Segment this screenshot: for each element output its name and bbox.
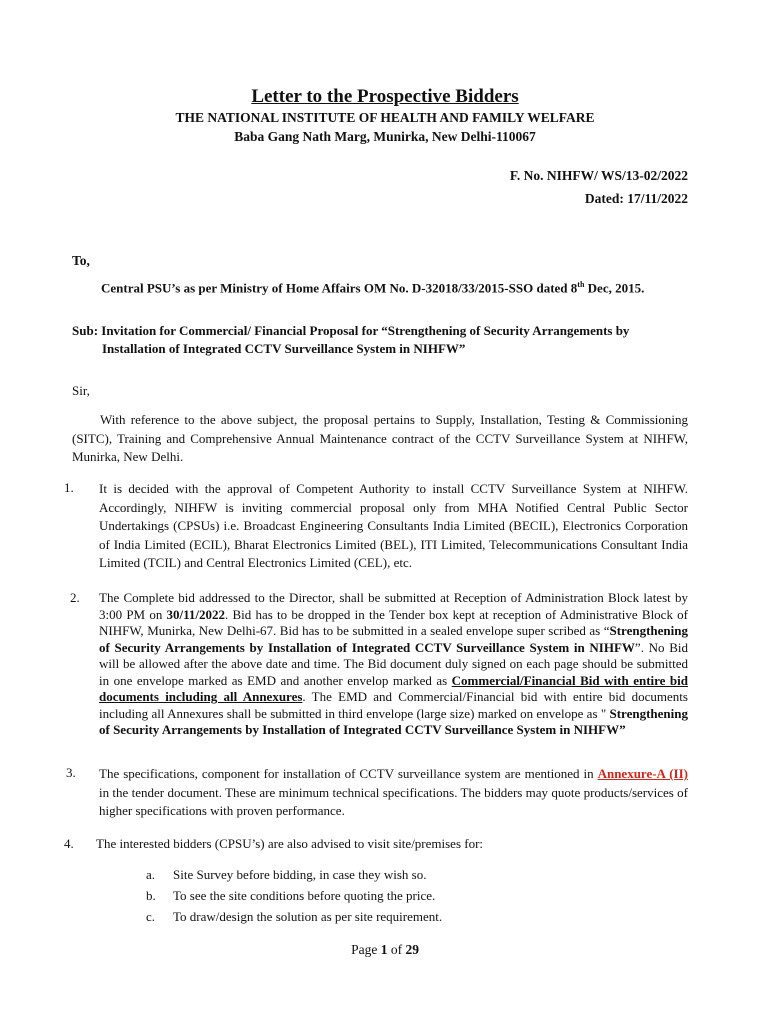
list-item (146, 864, 442, 885)
subject-line-2: Installation of Integrated CCTV Surveillance System in NIHFW” (102, 341, 466, 356)
list-item-text: To draw/design the solution as per site requirement. (173, 909, 443, 924)
recipient-superscript: th (577, 280, 585, 289)
point-2-text-d: . The EMD and Commercial/Financial bid with entire bid documents including all Annexures shall be submitted in third envelope (large size) marked on envelope as " (99, 689, 688, 721)
recipient-text-end: Dec, 2015. (584, 280, 645, 296)
point-2-text-c: ”. No Bid will be allowed after the above date and time. The Bid document duly signed on each page should be submitted in one envelope marked as EMD and another envelop marked as (99, 639, 688, 688)
point-number-3: 3. (66, 765, 76, 780)
subject-block (72, 322, 688, 358)
annexure-link[interactable]: Annexure-A (II) (597, 766, 688, 781)
intro-paragraph: With reference to the above subject, the proposal pertains to Supply, Installation, Testing & Commissioning (SITC), Training and Comprehensive Annual Maintenance contract of the CCTV Surveillance System at NIHFW, Munirka, New Delhi. (72, 412, 688, 465)
subject-line-1: Sub: Invitation for Commercial/ Financial Proposal for “Strengthening of Security Arrangements by (72, 323, 630, 338)
footer-of: of (387, 942, 406, 957)
list-letter: a. (146, 867, 156, 882)
point-2-text-b: . Bid has to be dropped in the Tender box kept at reception of Administrative Block of NIHFW, Munirka, New Delhi-67. Bid has to be submitted in a sealed envelope super scribed as “ (99, 606, 688, 638)
recipient-line (101, 280, 644, 296)
point-number-4: 4. (64, 836, 74, 851)
list-item (146, 906, 442, 927)
file-number: F. No. NIHFW/ WS/13-02/2022 (509, 168, 688, 183)
list-letter: b. (146, 888, 156, 903)
point-text-1: It is decided with the approval of Competent Authority to install CCTV Surveillance System at NIHFW. Accordingly, NIHFW is inviting commercial proposal only from MHA Notified Central Public Sector Undertakings (CPSUs) i.e. Broadcast Engineering Consultants India Limited (BECIL), Electronics Corporation of India Limited (ECIL), Bharat Electronics Limited (BEL), ITI Limited, Telecommunications Consultant India Limited (TCIL) and Central Electronics Limited (CEL), etc. (99, 481, 688, 571)
point-2-deadline: 30/11/2022 (166, 606, 226, 622)
point-2-third-envelope-title: Strengthening of Security Arrangements by Installation of Integrated CCTV Surveillance System in NIHFW (99, 705, 688, 737)
footer-page-prefix: Page (351, 942, 381, 957)
point-number-1: 1. (64, 480, 74, 495)
to-line: To, (72, 253, 90, 268)
list-letter: c. (146, 909, 156, 924)
list-item-text: Site Survey before bidding, in case they wish so. (173, 867, 427, 882)
point-2-text-e: ” (619, 722, 626, 737)
point-2-text-a: The Complete bid addressed to the Director, shall be submitted at Reception of Administration Block latest by 3:00 PM on (99, 590, 688, 622)
letter-date: Dated: 17/11/2022 (584, 191, 688, 206)
salutation: Sir, (72, 383, 90, 398)
point-number-2: 2. (70, 590, 80, 605)
point-text-4: The interested bidders (CPSU’s) are also advised to visit site/premises for: (96, 836, 484, 851)
point-3-text-a: The specifications, component for installation of CCTV surveillance system are mentioned in (99, 766, 598, 781)
organization-name: THE NATIONAL INSTITUTE OF HEALTH AND FAMILY WELFARE (175, 110, 595, 125)
site-visit-list (146, 864, 442, 927)
list-item-text: To see the site conditions before quoting the price. (173, 888, 436, 903)
point-text-2 (99, 590, 688, 739)
point-2-envelope-title: Strengthening of Security Arrangements by Installation of Integrated CCTV Surveillance System in NIHFW (99, 623, 688, 655)
recipient-text: Central PSU’s as per Ministry of Home Affairs OM No. D-32018/33/2015-SSO dated 8 (101, 280, 578, 296)
point-text-3 (99, 765, 688, 821)
page-total: 29 (405, 942, 419, 957)
list-item (146, 885, 442, 906)
point-2-commercial-bid: Commercial/Financial Bid with entire bid documents including all Annexures (99, 672, 689, 704)
letter-title: Letter to the Prospective Bidders (251, 86, 519, 107)
organization-address: Baba Gang Nath Marg, Munirka, New Delhi-110067 (234, 129, 536, 144)
point-3-text-b: in the tender document. These are minimum technical specifications. The bidders may quote products/services of higher specifications with proven performance. (99, 784, 688, 819)
page-number: 1 (380, 942, 388, 957)
page-footer (0, 942, 770, 958)
